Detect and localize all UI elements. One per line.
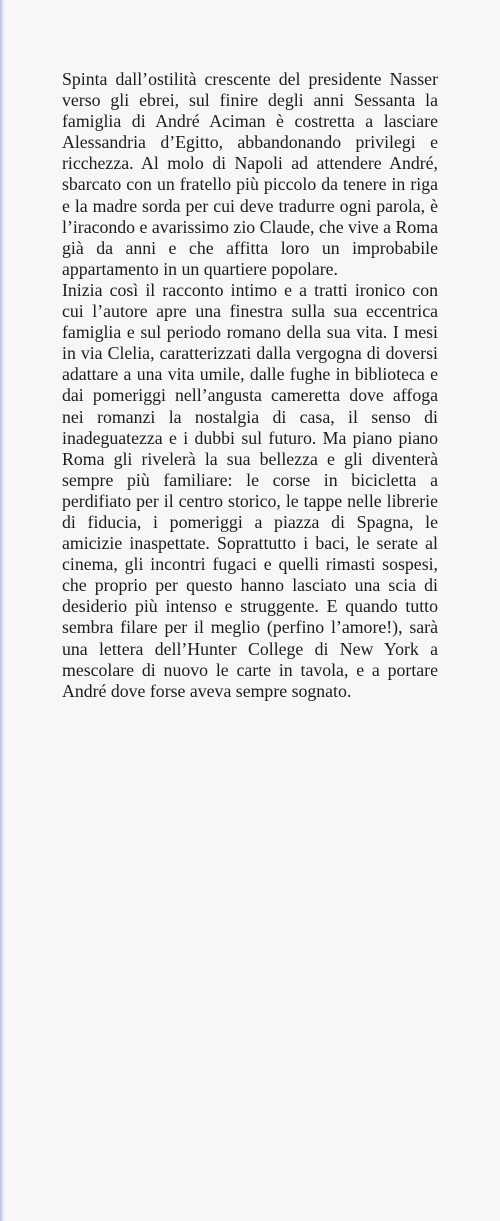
page-edge	[0, 0, 4, 1221]
blurb-paragraph-1: Spinta dall’ostilità crescente del presidente Nasser verso gli ebrei, sul finire degli anni Sessanta la famiglia di André Aciman è costretta a lasciare Alessandria d’Egitto, abbandonando privilegi e ricchezza. Al molo di Napoli ad attendere André, sbarcato con un fratello più piccolo da tenere in riga e la madre sorda per cui deve tradurre ogni parola, è l’iracondo e avarissimo zio Claude, che vive a Roma già da anni e che affitta loro un improbabile appartamento in un quartiere popolare.	[62, 69, 438, 279]
blurb-text	[62, 69, 438, 702]
blurb-paragraph-2: Inizia così il racconto intimo e a tratti ironico con cui l’autore apre una finestra sulla sua eccentrica famiglia e sul periodo romano della sua vita. I mesi in via Clelia, caratterizzati dalla vergogna di doversi adattare a una vita umile, dalle fughe in biblioteca e dai pomeriggi nell’angusta cameretta dove affoga nei romanzi la nostalgia di casa, il senso di inadeguatezza e i dubbi sul futuro. Ma piano piano Roma gli rivelerà la sua bellezza e gli diventerà sempre più familiare: le corse in bicicletta a perdifiato per il centro storico, le tappe nelle librerie di fiducia, i pomeriggi a piazza di Spagna, le amicizie inaspettate. Soprattutto i baci, le serate al cinema, gli incontri fugaci e quelli rimasti sospesi, che proprio per questo hanno lasciato una scia di desiderio più intenso e struggente. E quando tutto sembra filare per il meglio (perfino l’amore!), sarà una lettera dell’Hunter College di New York a mescolare di nuovo le carte in tavola, e a portare André dove forse aveva sempre sognato.	[62, 279, 438, 701]
